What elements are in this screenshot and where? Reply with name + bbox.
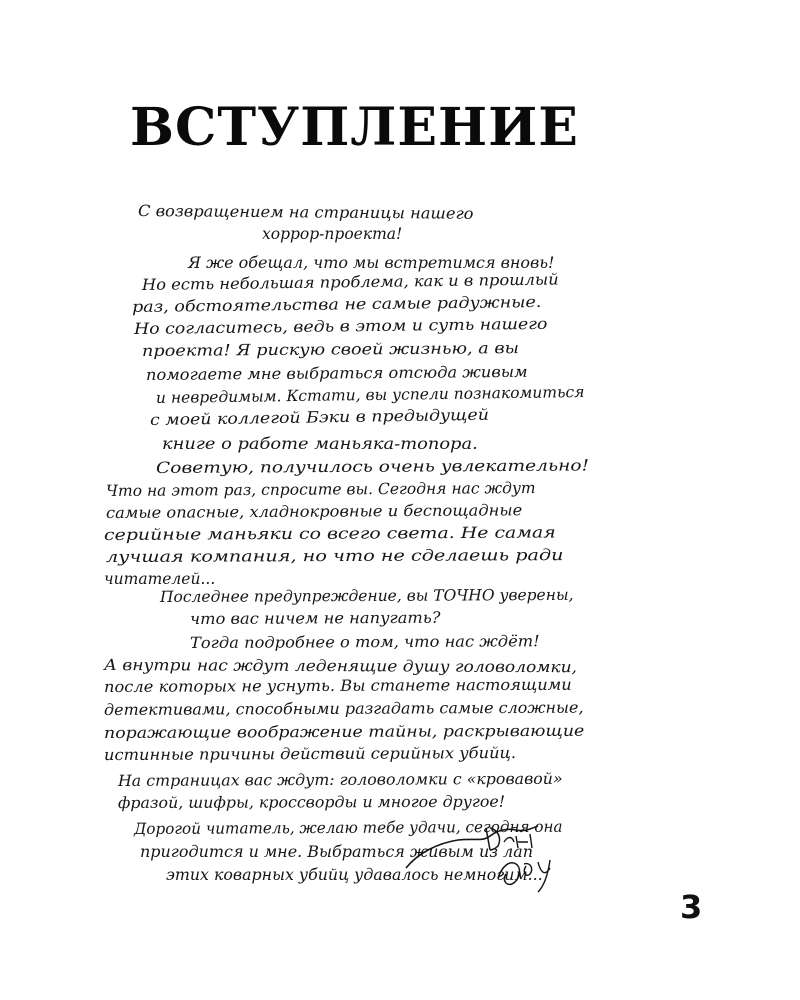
letter-line: Но есть небольшая проблема, как и в прошлый [141, 270, 559, 294]
page-number: 3 [680, 888, 703, 926]
letter-line: книге о работе маньяка-топора. [162, 435, 478, 453]
letter-line: Дорогой читатель, желаю тебе удачи, сегодня она [133, 817, 563, 838]
letter-line: лучшая компания, но что не сделаешь ради [105, 546, 564, 566]
letter-line: На страницах вас ждут: головоломки с «кровавой» [117, 769, 563, 790]
letter-line: Последнее предупреждение, вы ТОЧНО уверены, [159, 585, 574, 606]
letter-line: А внутри нас ждут леденящие душу головоломки, [103, 656, 578, 677]
letter-line: серийные маньяки со всего света. Не самая [103, 523, 556, 544]
page-title: ВСТУПЛЕНИЕ [130, 97, 579, 158]
letter-line: что вас ничем не напугать? [189, 608, 441, 628]
letter-line: читателей... [104, 570, 216, 588]
letter-line: этих коварных убийц удавалось немногим... [166, 866, 543, 884]
letter-line: истинные причины действий серийных убийц. [103, 743, 517, 764]
letter-line: самые опасные, хладнокровные и беспощадные [105, 501, 523, 522]
letter-line: проекта! Я рискую своей жизнью, а вы [141, 339, 520, 360]
letter-line: Советую, получилось очень увлекательно! [155, 456, 590, 477]
letter-line: детективами, способными разгадать самые сложные, [103, 698, 584, 719]
letter-line: помогаете мне выбраться отсюда живым [145, 362, 528, 384]
letter-line: раз, обстоятельства не самые радужные. [131, 292, 542, 316]
letter-line: с моей коллегой Бэки в предыдущей [149, 405, 490, 429]
letter-line: Что на этот раз, спросите вы. Сегодня нас ждут [105, 479, 536, 500]
signature-image [398, 808, 573, 893]
letter-line: Тогда подробнее о том, что нас ждёт! [189, 632, 540, 652]
letter-line: и невредимым. Кстати, вы успели познакомиться [155, 383, 585, 407]
letter-line: С возвращением на страницы нашего [137, 202, 474, 223]
letter-line: хоррор-проекта! [262, 225, 403, 243]
letter-line: фразой, шифры, кроссворды и многое другое! [117, 792, 506, 812]
letter-line: пригодится и мне. Выбраться живым из лап [140, 843, 534, 861]
letter-line: Но согласитесь, ведь в этом и суть нашего [133, 314, 548, 338]
letter-line: Я же обещал, что мы встретимся вновь! [188, 254, 555, 272]
letter-line: после которых не уснуть. Вы станете настоящими [103, 675, 572, 696]
letter-line: поражающие воображение тайны, раскрывающие [103, 721, 585, 742]
